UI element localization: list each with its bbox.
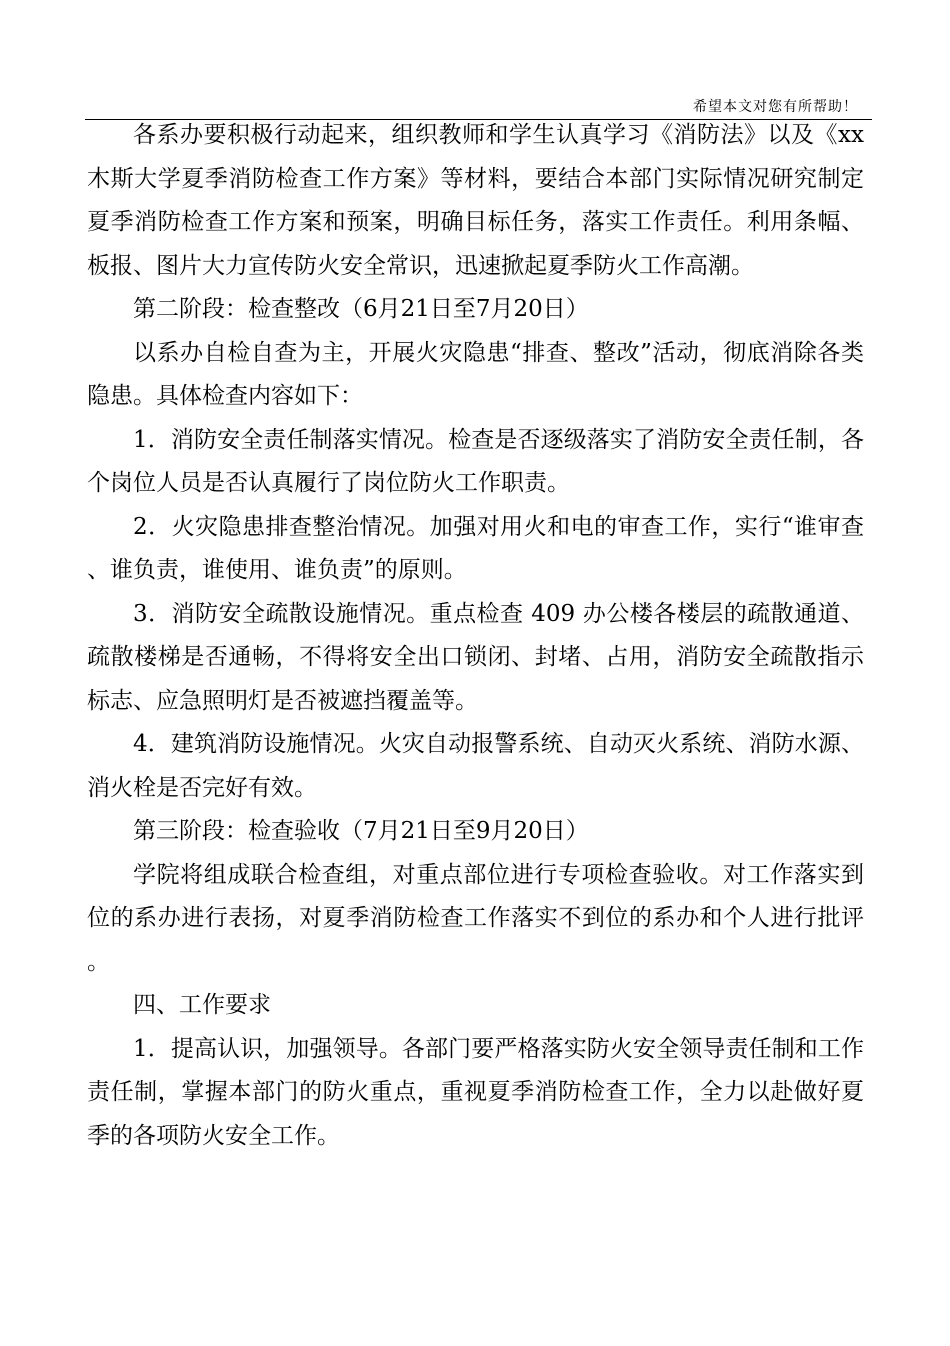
- paragraph-item-1: 1．消防安全责任制落实情况。检查是否逐级落实了消防安全责任制，各个岗位人员是否认真履行了岗位防火工作职责。: [87, 426, 864, 496]
- paragraph-stage-three-desc: 学院将组成联合检查组，对重点部位进行专项检查验收。对工作落实到位的系办进行表扬，对夏季消防检查工作落实不到位的系办和个人进行批评。: [87, 861, 864, 975]
- paragraph-section-four-heading: 四、工作要求: [133, 992, 271, 1018]
- document-body: [87, 114, 864, 1158]
- paragraph-item-4: 4．建筑消防设施情况。火灾自动报警系统、自动灭火系统、消防水源、消火栓是否完好有效。: [87, 731, 864, 801]
- paragraph-item-2: 2．火灾隐患排查整治情况。加强对用火和电的审查工作，实行“谁审查、谁负责，谁使用、谁负责”的原则。: [87, 513, 864, 583]
- paragraph-stage-three-heading: 第三阶段：检查验收（7月21日至9月20日）: [133, 818, 589, 844]
- header-note: 希望本文对您有所帮助！: [693, 99, 858, 115]
- paragraph-requirement-1: 1．提高认识，加强领导。各部门要严格落实防火安全领导责任制和工作责任制，掌握本部门的防火重点，重视夏季消防检查工作，全力以赴做好夏季的各项防火安全工作。: [87, 1035, 864, 1149]
- paragraph-stage-two-heading: 第二阶段：检查整改（6月21日至7月20日）: [133, 296, 589, 322]
- paragraph-intro-actions: 各系办要积极行动起来，组织教师和学生认真学习《消防法》以及《xx木斯大学夏季消防检查工作方案》等材料，要结合本部门实际情况研究制定夏季消防检查工作方案和预案，明确目标任务，落实工作责任。利用条幅、板报、图片大力宣传防火安全常识，迅速掀起夏季防火工作高潮。: [87, 122, 864, 279]
- paragraph-item-3: 3．消防安全疏散设施情况。重点检查 409 办公楼各楼层的疏散通道、疏散楼梯是否通畅，不得将安全出口锁闭、封堵、占用，消防安全疏散指示标志、应急照明灯是否被遮挡覆盖等。: [87, 600, 864, 714]
- paragraph-stage-two-desc: 以系办自检自查为主，开展火灾隐患“排查、整改”活动，彻底消除各类隐患。具体检查内容如下：: [87, 339, 864, 409]
